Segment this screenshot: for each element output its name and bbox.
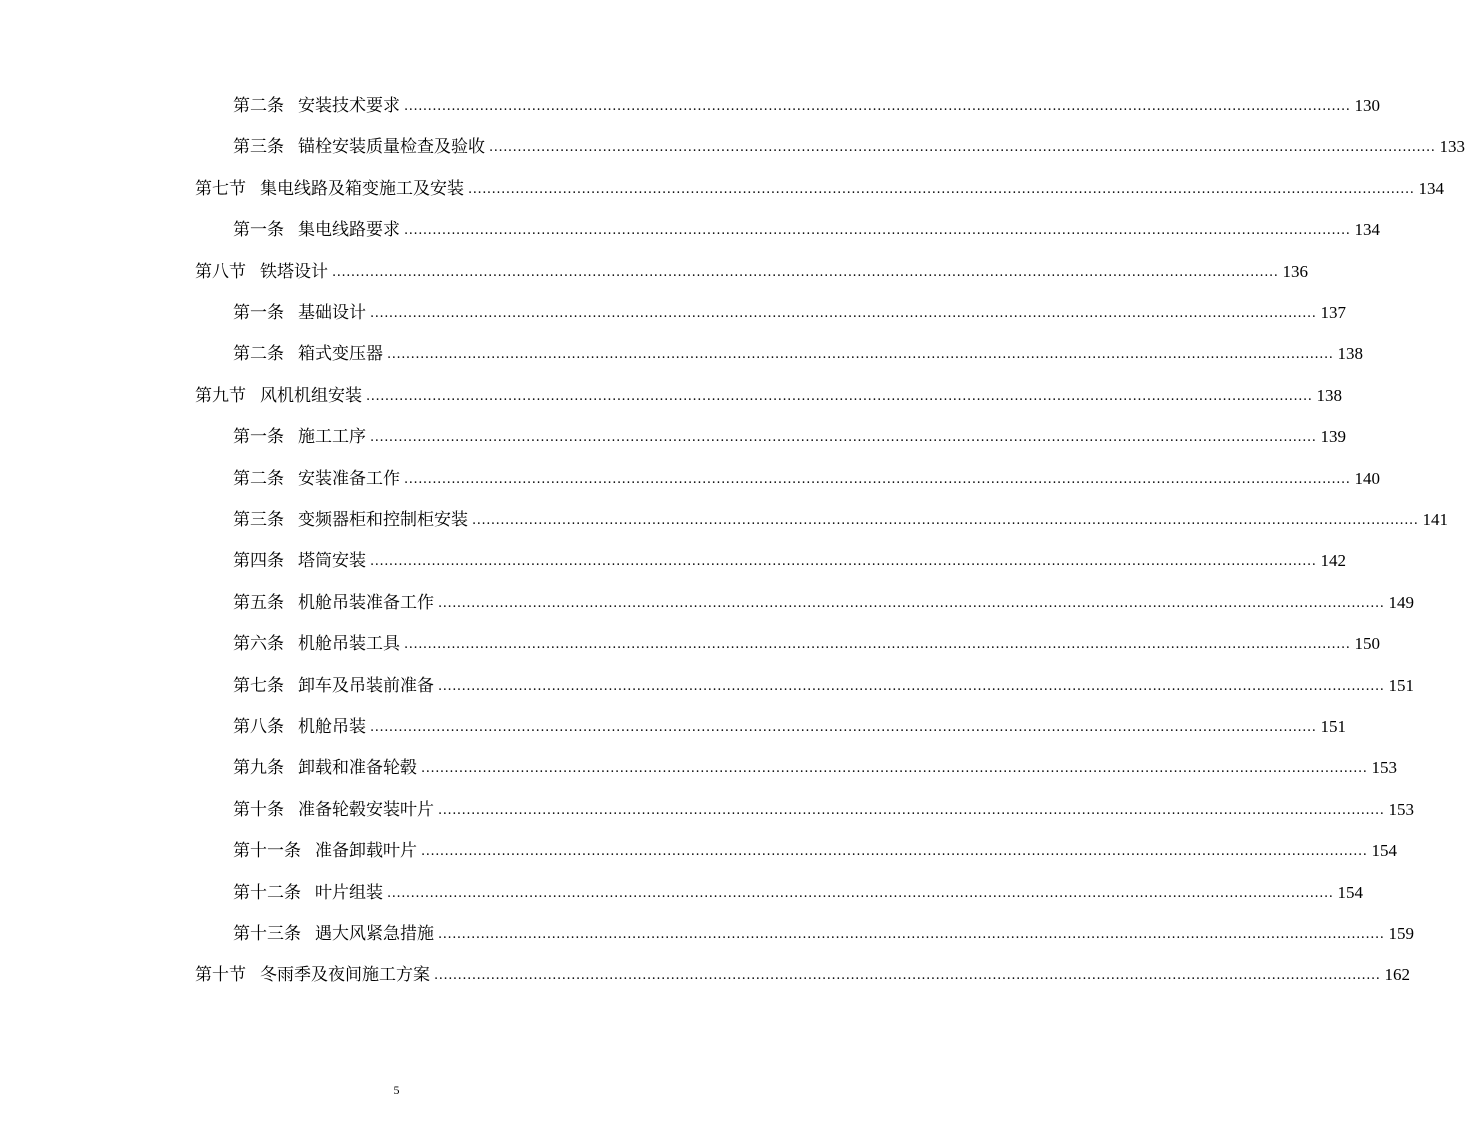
toc-entry-number: 第十二条 [233,882,301,903]
toc-entry-number: 第七条 [233,675,284,696]
toc-article-entry[interactable] [233,337,1363,365]
toc-entry-page: 139 [1320,427,1346,447]
toc-entry-page: 159 [1388,924,1414,943]
toc-article-entry[interactable] [233,130,1465,158]
toc-entry-title: 变频器柜和控制柜安装 [298,510,468,530]
toc-entry-page: 130 [1354,96,1380,115]
toc-entry-number: 第九节 [195,385,246,406]
toc-entry-number: 第十一条 [233,841,301,862]
toc-entry-title: 叶片组装 [315,882,383,903]
toc-dot-leader: ........................................................................................................................................................................................................ [404,471,1351,487]
toc-entry-number: 第十条 [233,799,284,820]
toc-dot-leader: ........................................................................................................................................................................................................ [370,430,1317,446]
toc-dot-leader: ........................................................................................................................................................................................................ [404,223,1351,239]
toc-dot-leader: ........................................................................................................................................................................................................ [421,761,1368,777]
toc-entry-title: 安装技术要求 [298,96,400,116]
toc-entry-page: 153 [1371,758,1397,778]
toc-entry-number: 第八节 [195,261,246,282]
toc-entry-title: 塔筒安装 [298,551,366,572]
toc-article-entry[interactable] [233,917,1414,945]
toc-article-entry[interactable] [233,627,1380,655]
toc-entry-title: 安装准备工作 [298,468,400,489]
toc-entry-page: 134 [1418,178,1444,198]
toc-article-entry[interactable] [233,462,1380,490]
toc-entry-number: 第五条 [233,592,284,613]
toc-dot-leader: ........................................................................................................................................................................................................ [438,595,1385,611]
toc-entry-page: 134 [1354,220,1380,240]
toc-entry-page: 142 [1320,551,1346,571]
toc-entry-page: 154 [1337,882,1363,902]
toc-entry-page: 154 [1371,841,1397,861]
toc-entry-title: 遇大风紧急措施 [315,924,434,944]
toc-entry-number: 第六条 [233,634,284,655]
toc-dot-leader: ........................................................................................................................................................................................................ [370,554,1317,570]
toc-entry-number: 第四条 [233,551,284,572]
toc-dot-leader: ........................................................................................................................................................................................................ [434,968,1381,984]
toc-entry-number: 第二条 [233,344,284,365]
toc-dot-leader: ........................................................................................................................................................................................................ [370,720,1317,735]
toc-entry-title: 准备轮毂安装叶片 [298,799,434,820]
toc-entry-title: 机舱吊装准备工作 [298,592,434,613]
toc-entry-page: 138 [1337,344,1363,364]
toc-article-entry[interactable] [233,751,1397,779]
toc-entry-number: 第七节 [195,178,246,199]
toc-entry-page: 137 [1320,303,1346,322]
toc-entry-title: 冬雨季及夜间施工方案 [260,965,430,986]
toc-article-entry[interactable] [233,669,1414,697]
toc-section-entry[interactable] [195,958,1410,986]
toc-entry-page: 140 [1354,468,1380,488]
toc-dot-leader: ........................................................................................................................................................................................................ [404,637,1351,653]
toc-entry-page: 149 [1388,592,1414,612]
toc-entry-title: 卸载和准备轮毂 [298,758,417,779]
toc-entry-page: 136 [1282,261,1308,281]
toc-article-entry[interactable] [233,89,1380,117]
toc-entry-number: 第九条 [233,758,284,779]
toc-dot-leader: ........................................................................................................................................................................................................ [366,388,1313,404]
toc-entry-title: 铁塔设计 [260,261,328,282]
toc-dot-leader: ........................................................................................................................................................................................................ [489,140,1436,156]
toc-entry-title: 风机机组安装 [260,385,362,406]
toc-entry-title: 机舱吊装工具 [298,634,400,655]
toc-entry-page: 151 [1388,675,1414,695]
toc-entry-title: 锚栓安装质量检查及验收 [298,137,485,158]
toc-dot-leader: ........................................................................................................................................................................................................ [332,264,1279,280]
toc-dot-leader: ........................................................................................................................................................................................................ [468,181,1415,197]
toc-dot-leader: ........................................................................................................................................................................................................ [472,513,1419,528]
toc-entry-title: 基础设计 [298,303,366,323]
toc-entry-number: 第八条 [233,717,284,737]
toc-article-entry[interactable] [233,544,1346,572]
toc-entry-number: 第三条 [233,510,284,530]
page-number: 5 [393,1083,400,1097]
toc-article-entry[interactable] [233,586,1414,614]
toc-article-entry[interactable] [233,793,1414,821]
toc-entry-page: 162 [1384,965,1410,985]
toc-article-entry[interactable] [233,420,1346,448]
toc-dot-leader: ........................................................................................................................................................................................................ [387,885,1334,901]
toc-article-entry[interactable] [233,834,1397,862]
toc-entry-page: 138 [1316,385,1342,405]
toc-entry-title: 箱式变压器 [298,344,383,365]
toc-entry-number: 第十节 [195,965,246,986]
toc-entry-page: 141 [1422,510,1448,529]
toc-article-entry[interactable] [233,503,1448,531]
toc-dot-leader: ........................................................................................................................................................................................................ [438,927,1385,942]
toc-entry-page: 133 [1439,137,1465,157]
toc-entry-number: 第三条 [233,137,284,158]
toc-entry-number: 第一条 [233,303,284,323]
toc-entry-title: 集电线路及箱变施工及安装 [260,178,464,199]
toc-entry-number: 第十三条 [233,924,301,944]
toc-article-entry[interactable] [233,296,1346,324]
toc-entry-title: 机舱吊装 [298,717,366,737]
toc-entry-number: 第二条 [233,96,284,116]
toc-entry-title: 准备卸载叶片 [315,841,417,862]
toc-entry-title: 施工工序 [298,427,366,448]
toc-dot-leader: ........................................................................................................................................................................................................ [404,99,1351,114]
toc-article-entry[interactable] [233,876,1363,904]
toc-entry-page: 153 [1388,799,1414,819]
toc-dot-leader: ........................................................................................................................................................................................................ [438,678,1385,694]
toc-entry-title: 集电线路要求 [298,220,400,241]
toc-entry-number: 第一条 [233,427,284,448]
toc-entry-number: 第二条 [233,468,284,489]
toc-section-entry[interactable] [195,379,1342,407]
toc-dot-leader: ........................................................................................................................................................................................................ [387,347,1334,363]
toc-entry-number: 第一条 [233,220,284,241]
toc-section-entry[interactable] [195,172,1444,200]
toc-article-entry[interactable] [233,710,1346,738]
toc-article-entry[interactable] [233,213,1380,241]
toc-dot-leader: ........................................................................................................................................................................................................ [421,844,1368,860]
toc-entry-page: 151 [1320,717,1346,736]
toc-dot-leader: ........................................................................................................................................................................................................ [438,802,1385,818]
toc-entry-page: 150 [1354,634,1380,654]
toc-section-entry[interactable] [195,255,1308,283]
toc-dot-leader: ........................................................................................................................................................................................................ [370,306,1317,321]
toc-entry-title: 卸车及吊装前准备 [298,675,434,696]
